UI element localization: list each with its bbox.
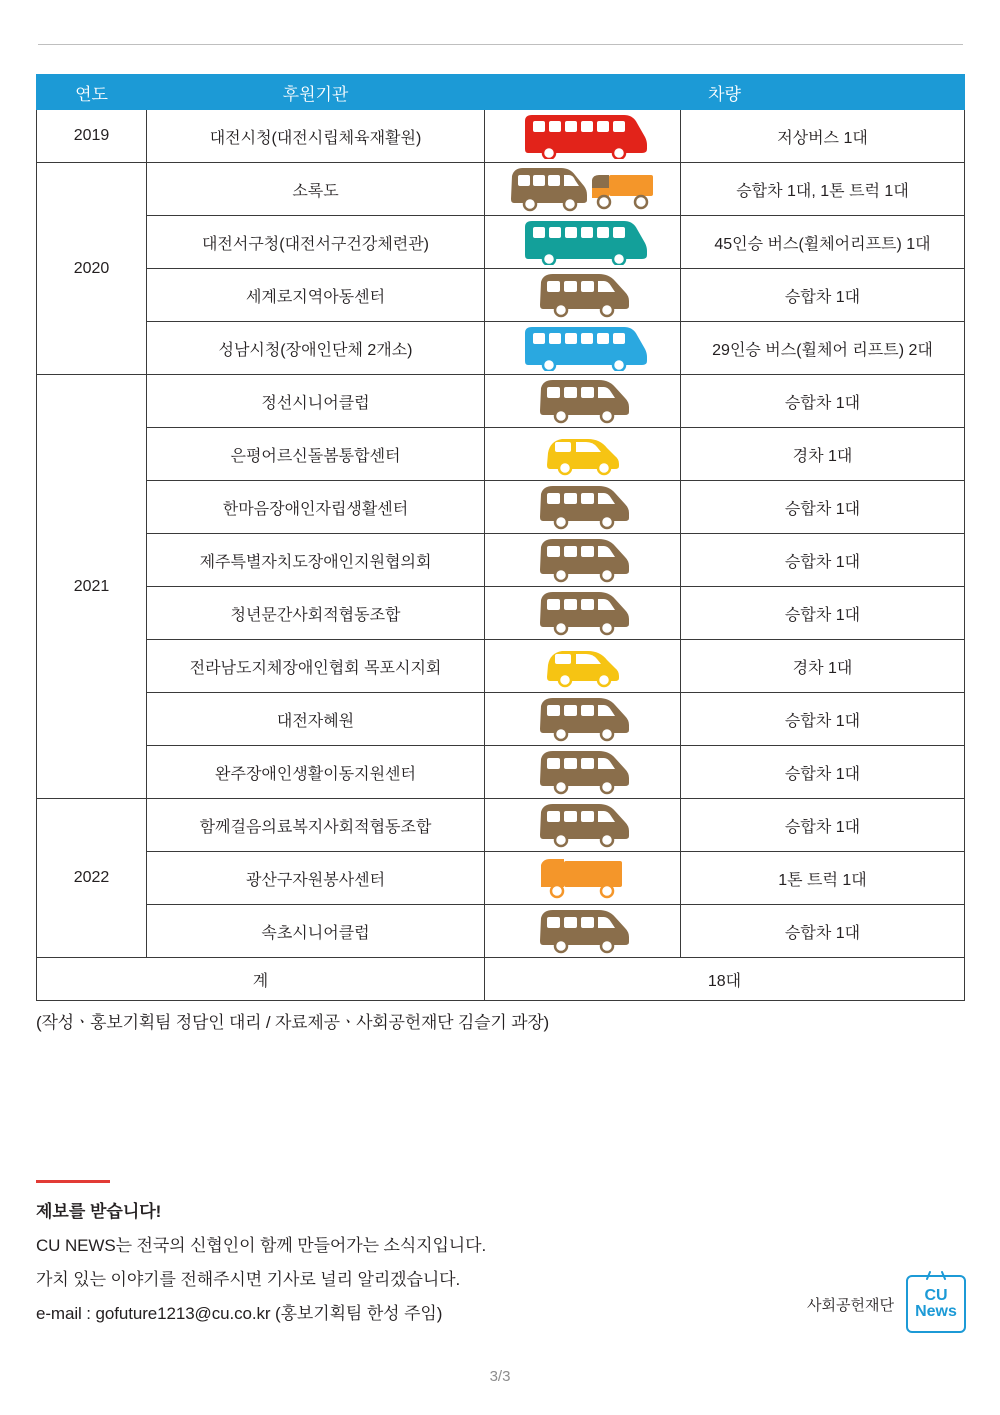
- bus-teal-icon: [485, 216, 681, 269]
- car-yellow-icon: [485, 428, 681, 481]
- van-shape: [535, 590, 631, 636]
- table-row: [37, 693, 965, 746]
- table-row: [37, 216, 965, 269]
- bus-blue-icon: [485, 322, 681, 375]
- logo-antenna-icon: [925, 1268, 947, 1277]
- cell-organization: 은평어르신돌봄통합센터: [147, 428, 485, 481]
- cell-vehicle-description: 승합차 1대: [681, 746, 965, 799]
- van-shape: [535, 908, 631, 954]
- table-row: [37, 905, 965, 958]
- vehicle-donation-table-wrapper: [36, 74, 964, 1001]
- footer-line-2: 가치 있는 이야기를 전해주시면 기사로 널리 알리겠습니다.: [36, 1270, 461, 1289]
- table-row: [37, 587, 965, 640]
- van-brown-icon: [485, 799, 681, 852]
- cell-vehicle-description: 승합차 1대, 1톤 트럭 1대: [681, 163, 965, 216]
- cell-year: 2021: [37, 375, 147, 799]
- page-number: 3/3: [489, 1368, 511, 1385]
- van-brown-icon: [485, 375, 681, 428]
- car-yellow-icon: [485, 640, 681, 693]
- top-divider: [38, 44, 963, 45]
- table-row: [37, 269, 965, 322]
- cell-organization: 정선시니어클럽: [147, 375, 485, 428]
- van-brown-icon: [485, 693, 681, 746]
- cell-organization: 청년문간사회적협동조합: [147, 587, 485, 640]
- table-row: [37, 481, 965, 534]
- van-brown-icon: [485, 481, 681, 534]
- table-row: [37, 163, 965, 216]
- cell-year: 2019: [37, 110, 147, 163]
- van-brown-icon: [485, 269, 681, 322]
- cell-organization: 함께걸음의료복지사회적협동조합: [147, 799, 485, 852]
- van-shape: [535, 272, 631, 318]
- cell-vehicle-description: 승합차 1대: [681, 534, 965, 587]
- cell-vehicle-description: 승합차 1대: [681, 799, 965, 852]
- table-row: [37, 534, 965, 587]
- cell-vehicle-description: 저상버스 1대: [681, 110, 965, 163]
- table-row: [37, 640, 965, 693]
- van-shape: [535, 484, 631, 530]
- cell-organization: 완주장애인생활이동지원센터: [147, 746, 485, 799]
- table-row: [37, 852, 965, 905]
- column-header-organization: 후원기관: [147, 75, 485, 110]
- cu-news-logo: [906, 1275, 966, 1333]
- cell-vehicle-description: 승합차 1대: [681, 693, 965, 746]
- cell-vehicle-description: 45인승 버스(휠체어리프트) 1대: [681, 216, 965, 269]
- foundation-name: 사회공헌재단: [807, 1296, 894, 1314]
- cell-organization: 제주특별자치도장애인지원협의회: [147, 534, 485, 587]
- column-header-vehicle: 차량: [485, 75, 965, 110]
- cell-vehicle-description: 승합차 1대: [681, 375, 965, 428]
- cell-organization: 대전자혜원: [147, 693, 485, 746]
- logo-line-1: CU: [924, 1286, 948, 1304]
- footer-line-3: e-mail : gofuture1213@cu.co.kr (홍보기획팀 한성 주임): [36, 1304, 443, 1323]
- van-and-truck-shape: [508, 166, 658, 212]
- car-shape: [540, 431, 626, 477]
- cell-vehicle-description: 승합차 1대: [681, 905, 965, 958]
- bus-shape: [519, 113, 647, 159]
- van-brown-icon: [485, 534, 681, 587]
- logo-line-2: News: [915, 1303, 957, 1320]
- cell-year: 2020: [37, 163, 147, 375]
- caption-credits: (작성ㆍ홍보기획팀 정담인 대리 / 자료제공ㆍ사회공헌재단 김슬기 과장): [36, 1013, 550, 1032]
- cell-organization: 대전시청(대전시립체육재활원): [147, 110, 485, 163]
- cell-organization: 대전서구청(대전서구건강체련관): [147, 216, 485, 269]
- cell-organization: 광산구자원봉사센터: [147, 852, 485, 905]
- van-truck-brown-orange-icon: [485, 163, 681, 216]
- van-shape: [535, 749, 631, 795]
- cell-organization: 전라남도지체장애인협회 목포시지회: [147, 640, 485, 693]
- table-body: [37, 110, 965, 958]
- car-shape: [540, 643, 626, 689]
- cell-vehicle-description: 경차 1대: [681, 640, 965, 693]
- total-label: 계: [37, 958, 485, 1001]
- cell-vehicle-description: 승합차 1대: [681, 587, 965, 640]
- table-row: [37, 375, 965, 428]
- cell-vehicle-description: 1톤 트럭 1대: [681, 852, 965, 905]
- van-brown-icon: [485, 587, 681, 640]
- truck-orange-icon: [485, 852, 681, 905]
- van-brown-icon: [485, 746, 681, 799]
- footer-accent-line: [36, 1180, 110, 1183]
- cell-vehicle-description: 29인승 버스(휠체어 리프트) 2대: [681, 322, 965, 375]
- cell-vehicle-description: 경차 1대: [681, 428, 965, 481]
- bus-red-icon: [485, 110, 681, 163]
- table-row: [37, 746, 965, 799]
- cell-organization: 한마음장애인자립생활센터: [147, 481, 485, 534]
- van-shape: [535, 378, 631, 424]
- van-shape: [535, 537, 631, 583]
- column-header-year: 연도: [37, 75, 147, 110]
- table-row: [37, 799, 965, 852]
- van-shape: [535, 802, 631, 848]
- footer-brand: [807, 1275, 966, 1333]
- table-row: [37, 322, 965, 375]
- cell-year: 2022: [37, 799, 147, 958]
- bus-shape: [519, 219, 647, 265]
- total-value: 18대: [485, 958, 965, 1001]
- footer-title: 제보를 받습니다!: [36, 1202, 162, 1221]
- footer-block: [36, 1180, 966, 1333]
- cell-vehicle-description: 승합차 1대: [681, 481, 965, 534]
- cell-organization: 소록도: [147, 163, 485, 216]
- bus-shape: [519, 325, 647, 371]
- table-row: [37, 110, 965, 163]
- vehicle-donation-table: [36, 74, 965, 1001]
- van-shape: [535, 696, 631, 742]
- cell-vehicle-description: 승합차 1대: [681, 269, 965, 322]
- cell-organization: 속초시니어클럽: [147, 905, 485, 958]
- table-row: [37, 428, 965, 481]
- table-header-row: [37, 75, 965, 110]
- truck-shape: [535, 855, 631, 901]
- footer-line-1: CU NEWS는 전국의 신협인이 함께 만들어가는 소식지입니다.: [36, 1236, 487, 1255]
- table-total-row: [37, 958, 965, 1001]
- cell-organization: 세계로지역아동센터: [147, 269, 485, 322]
- cell-organization: 성남시청(장애인단체 2개소): [147, 322, 485, 375]
- van-brown-icon: [485, 905, 681, 958]
